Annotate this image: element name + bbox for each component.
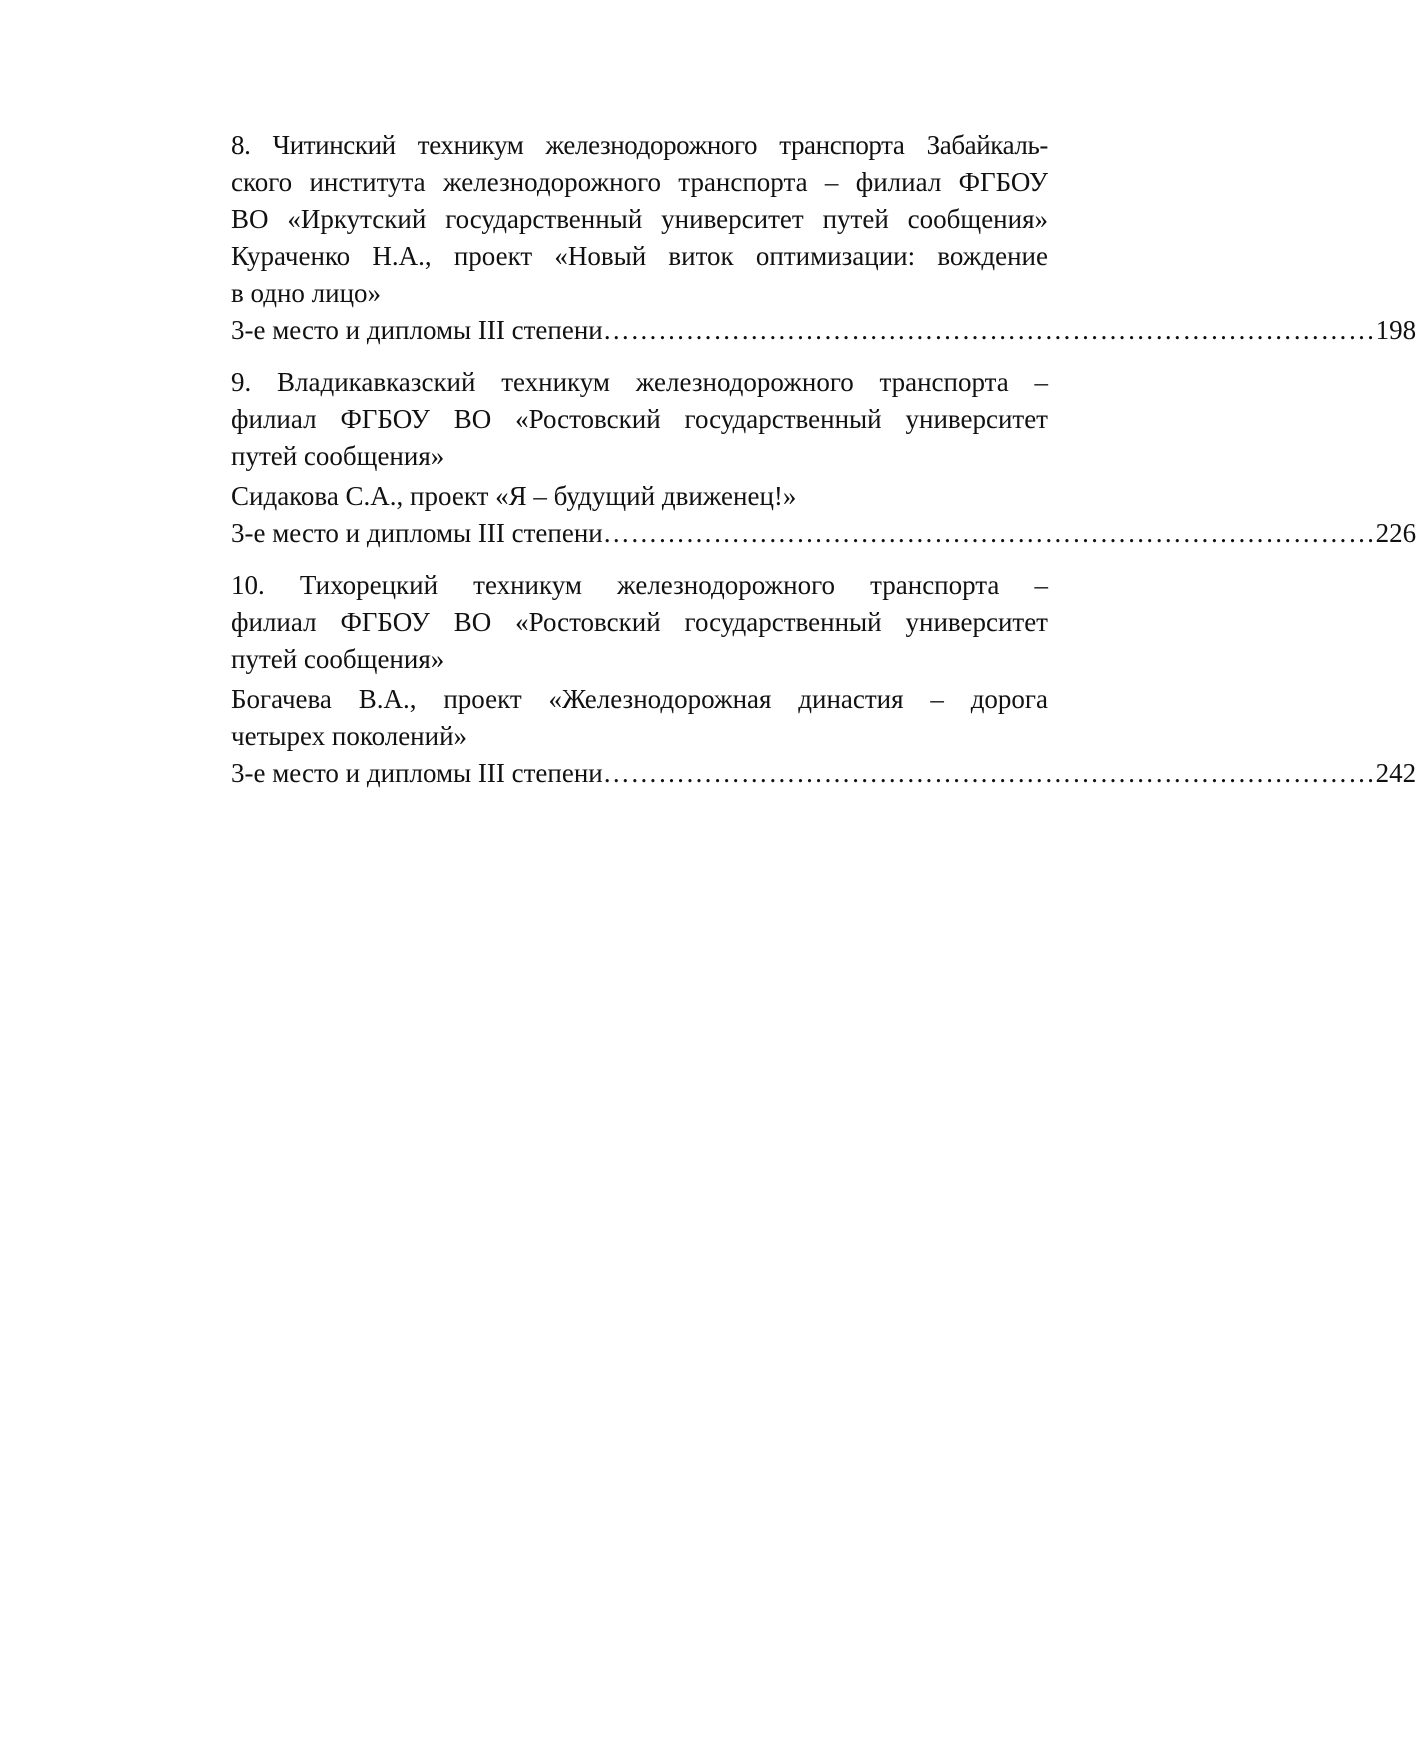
entry-title-line: ского института железнодорожного транспорта – филиал ФГБОУ bbox=[231, 167, 1048, 197]
table-of-contents bbox=[231, 127, 1416, 807]
award-label: 3-е место и дипломы III степени bbox=[231, 758, 603, 788]
entry-title-line: филиал ФГБОУ ВО «Ростовский государственный университет bbox=[231, 404, 1048, 434]
entry-award-line[interactable] bbox=[231, 515, 1416, 552]
page-number: 242 bbox=[1375, 758, 1416, 788]
page-number: 198 bbox=[1375, 315, 1416, 345]
entry-author-line: Богачева В.А., проект «Железнодорожная династия – дорога bbox=[231, 684, 1048, 714]
entry-author-line: Сидакова С.А., проект «Я – будущий движенец!» bbox=[231, 481, 797, 511]
entry-author-line: Кураченко Н.А., проект «Новый виток оптимизации: вождение bbox=[231, 241, 1048, 271]
entry-title-line: путей сообщения» bbox=[231, 441, 445, 471]
entry-award-line[interactable] bbox=[231, 755, 1416, 792]
page-number: 226 bbox=[1375, 518, 1416, 548]
leader-dots: ………………………………………………………………………… bbox=[602, 315, 1376, 345]
entry-title-line: 9. Владикавказский техникум железнодорожного транспорта – bbox=[231, 367, 1048, 397]
entry-title-line: ВО «Иркутский государственный университет путей сообщения» bbox=[231, 204, 1048, 234]
toc-entry-8 bbox=[231, 127, 1416, 349]
award-label: 3-е место и дипломы III степени bbox=[231, 518, 603, 548]
entry-title-line: 10. Тихорецкий техникум железнодорожного транспорта – bbox=[231, 570, 1048, 600]
toc-entry-9 bbox=[231, 364, 1416, 552]
toc-entry-10 bbox=[231, 567, 1416, 792]
leader-dots: ………………………………………………………………………… bbox=[602, 758, 1376, 788]
entry-title-line: филиал ФГБОУ ВО «Ростовский государственный университет bbox=[231, 607, 1048, 637]
entry-title-line: 8. Читинский техникум железнодорожного транспорта Забайкаль- bbox=[231, 130, 1048, 160]
entry-title-line: путей сообщения» bbox=[231, 644, 445, 674]
entry-award-line[interactable] bbox=[231, 312, 1416, 349]
leader-dots: ………………………………………………………………………… bbox=[602, 518, 1376, 548]
award-label: 3-е место и дипломы III степени bbox=[231, 315, 603, 345]
entry-author-line: четырех поколений» bbox=[231, 721, 468, 751]
entry-author-line: в одно лицо» bbox=[231, 278, 382, 308]
